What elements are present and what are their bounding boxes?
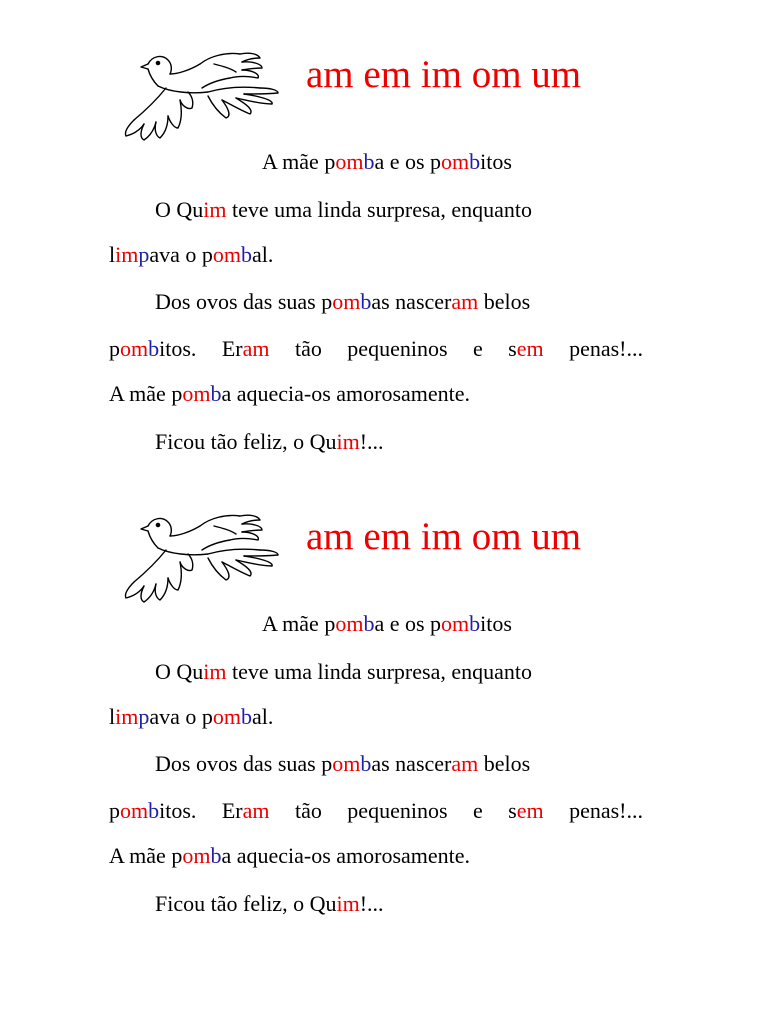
highlighted-syllable: b [210, 843, 222, 868]
text-segment: a aquecia-os amorosamente. [221, 843, 471, 868]
text-segment: O Qu [155, 659, 204, 684]
story-line [155, 750, 530, 778]
story-line [109, 703, 273, 731]
text-segment: A mãe p [262, 611, 336, 636]
story-title [262, 148, 512, 176]
section-title: am em im om um [306, 515, 582, 558]
highlighted-syllable: p [138, 704, 150, 729]
text-segment: al. [252, 242, 274, 267]
highlighted-syllable: om [332, 751, 361, 776]
highlighted-syllable: om [441, 149, 470, 174]
highlighted-syllable: om [182, 381, 211, 406]
highlighted-syllable: am [451, 751, 479, 776]
story-line [109, 380, 470, 408]
highlighted-syllable: om [120, 336, 149, 361]
story-title [262, 610, 512, 638]
text-segment: itos. Er [159, 798, 243, 823]
highlighted-syllable: p [138, 242, 150, 267]
highlighted-syllable: im [203, 659, 227, 684]
highlighted-syllable: om [332, 289, 361, 314]
highlighted-syllable: em [516, 798, 544, 823]
story-line [155, 196, 532, 224]
text-segment: a e os p [374, 611, 442, 636]
highlighted-syllable: im [203, 197, 227, 222]
highlighted-syllable: om [335, 149, 364, 174]
text-segment: !... [359, 429, 384, 454]
story-line [155, 658, 532, 686]
bird-icon [118, 510, 284, 606]
text-segment: l [109, 704, 116, 729]
text-segment: tão pequeninos e s [269, 798, 517, 823]
text-segment: l [109, 242, 116, 267]
text-segment: teve uma linda surpresa, enquanto [226, 197, 532, 222]
text-segment: penas!... [543, 798, 644, 823]
highlighted-syllable: im [115, 242, 139, 267]
text-segment: Ficou tão feliz, o Qu [155, 891, 337, 916]
text-segment: A mãe p [109, 381, 183, 406]
story-line [155, 428, 384, 456]
highlighted-syllable: om [182, 843, 211, 868]
highlighted-syllable: b [148, 336, 160, 361]
highlighted-syllable: b [363, 611, 375, 636]
text-segment: al. [252, 704, 274, 729]
text-segment: p [109, 798, 120, 823]
text-segment: as nascer [371, 751, 452, 776]
text-segment: a aquecia-os amorosamente. [221, 381, 471, 406]
bird-icon [118, 48, 284, 144]
highlighted-syllable: om [212, 704, 242, 729]
section-title: am em im om um [306, 53, 582, 96]
highlighted-syllable: om [441, 611, 470, 636]
story-line [155, 890, 384, 918]
text-segment: A mãe p [262, 149, 336, 174]
text-segment: ava o p [149, 704, 213, 729]
text-segment: belos [478, 751, 531, 776]
text-segment: a e os p [374, 149, 442, 174]
highlighted-syllable: b [360, 751, 372, 776]
highlighted-syllable: im [336, 891, 360, 916]
text-segment: itos. Er [159, 336, 243, 361]
worksheet-section-2 [0, 510, 768, 950]
highlighted-syllable: em [516, 336, 544, 361]
highlighted-syllable: am [242, 336, 270, 361]
highlighted-syllable: am [242, 798, 270, 823]
highlighted-syllable: b [363, 149, 375, 174]
highlighted-syllable: b [210, 381, 222, 406]
highlighted-syllable: b [241, 704, 253, 729]
text-segment: itos [480, 149, 512, 174]
text-segment: p [109, 336, 120, 361]
story-line [109, 241, 273, 269]
highlighted-syllable: om [120, 798, 149, 823]
text-segment: belos [478, 289, 531, 314]
highlighted-syllable: b [241, 242, 253, 267]
story-line [155, 288, 530, 316]
highlighted-syllable: im [336, 429, 360, 454]
worksheet-section-1 [0, 48, 768, 488]
text-segment: !... [359, 891, 384, 916]
highlighted-syllable: b [469, 149, 481, 174]
text-segment: itos [480, 611, 512, 636]
text-segment: Dos ovos das suas p [155, 751, 333, 776]
text-segment: Ficou tão feliz, o Qu [155, 429, 337, 454]
highlighted-syllable: b [469, 611, 481, 636]
highlighted-syllable: om [212, 242, 242, 267]
story-line [109, 797, 643, 825]
text-segment: tão pequeninos e s [269, 336, 517, 361]
story-line [109, 335, 643, 363]
highlighted-syllable: b [360, 289, 372, 314]
story-line [109, 842, 470, 870]
text-segment: ava o p [149, 242, 213, 267]
highlighted-syllable: im [115, 704, 139, 729]
text-segment: as nascer [371, 289, 452, 314]
text-segment: teve uma linda surpresa, enquanto [226, 659, 532, 684]
highlighted-syllable: om [335, 611, 364, 636]
text-segment: Dos ovos das suas p [155, 289, 333, 314]
text-segment: O Qu [155, 197, 204, 222]
text-segment: penas!... [543, 336, 644, 361]
highlighted-syllable: am [451, 289, 479, 314]
text-segment: A mãe p [109, 843, 183, 868]
highlighted-syllable: b [148, 798, 160, 823]
